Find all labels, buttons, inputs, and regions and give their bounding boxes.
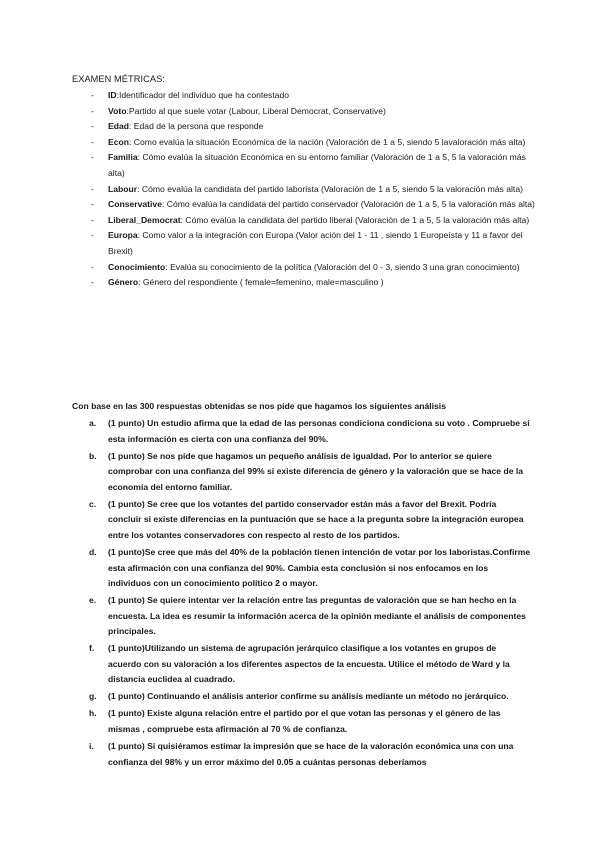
question-item <box>72 497 532 544</box>
variable-description: Cómo evalúa la situación Económica en su entorno familiar (Valoración de 1 a 5, 5 la valoración más alta) <box>108 152 526 178</box>
question-item <box>72 739 532 770</box>
question-text: (1 punto) Un estudio afirma que la edad de las personas condiciona condiciona su voto . Compruebe si esta información es cierta con una confianza del 90%. <box>108 418 530 444</box>
question-item <box>72 416 532 447</box>
variable-name: Edad <box>108 121 130 132</box>
variable-item <box>72 88 542 104</box>
variable-name: Labour <box>108 183 138 194</box>
variable-item <box>72 150 542 181</box>
bullet-dash: - <box>91 230 94 241</box>
question-text: (1 punto) Si quisiéramos estimar la impresión que se hace de la valoración económica una con una confianza del 98% y un error máximo del 0.05 a cuántas personas deberíamos <box>108 741 514 767</box>
question-item <box>72 449 532 496</box>
variable-separator: : <box>137 183 142 194</box>
variable-item <box>72 119 542 135</box>
bullet-dash: - <box>91 214 94 225</box>
variable-name: Género <box>108 277 139 288</box>
bullet-dash: - <box>91 261 94 272</box>
variable-item <box>72 135 542 151</box>
variable-separator: : <box>126 105 129 116</box>
variable-item <box>72 228 542 259</box>
question-text: (1 punto) Continuando el análisis anterior confirme su análisis mediante un método no jerárquico. <box>108 691 509 702</box>
variable-item <box>72 197 542 213</box>
variable-list <box>72 88 542 291</box>
question-text: (1 punto) Se cree que los votantes del partido conservador están más a favor del Brexit. Podría concluir si existe diferencias en la puntuación que se hace a la pregunta sobre la integración europea entre los votantes conservadores con respecto al resto de los partidos. <box>108 498 524 540</box>
bullet-dash: - <box>91 277 94 288</box>
question-item <box>72 641 532 688</box>
bullet-dash: - <box>91 90 94 100</box>
question-text: (1 punto)Utilizando un sistema de agrupación jerárquico clasifique a los votantes en grupos de acuerdo con su valoración a los diferentes aspectos de la encuesta. Utilice el método de Ward y la distancia euclidea al cuadrado. <box>108 643 510 685</box>
variable-description: Edad de la persona que responde <box>133 121 264 132</box>
variable-description: Identificador del individuo que ha contestado <box>118 90 290 100</box>
variable-description: Partido al que suele votar (Labour, Liberal Democrat, Conservative) <box>128 105 386 116</box>
variable-separator: : <box>161 199 167 210</box>
question-letter: d. <box>89 546 97 557</box>
bullet-dash: - <box>91 136 94 147</box>
question-text: (1 punto) Se quiere intentar ver la relación entre las preguntas de valoración que se han hecho en la encuesta. La idea es resumir la información acerca de la opinión mediante el análisis de componentes principales. <box>108 595 526 637</box>
question-text: (1 punto)Se cree que más del 40% de la población tienen intención de votar por los laboristas.Confirme esta afirmación con una confianza del 90%. Cambia esta conclusión si nos enfocamos en los individuos con un conocimiento político 2 o mayor. <box>108 546 531 589</box>
question-letter: e. <box>89 595 97 606</box>
question-list <box>72 416 532 772</box>
bullet-dash: - <box>91 121 94 132</box>
variable-item <box>72 104 542 120</box>
bullet-dash: - <box>91 152 94 163</box>
variable-item <box>72 182 542 198</box>
variable-item <box>72 260 542 276</box>
variable-description: Cómo evalúa la candidata del partido conservador (Valoración de 1 a 5, 5 la valoración más alta) <box>166 199 535 210</box>
variable-separator: : <box>137 152 143 163</box>
variable-description: Como evalúa la situación Económica de la nación (Valoración de 1 a 5, siendo 5 lavaloración más alta) <box>133 136 526 147</box>
question-letter: f. <box>89 643 95 654</box>
variable-name: Conocimiento <box>108 261 166 272</box>
variable-description: Género del respondiente ( female=femenino, male=masculino ) <box>142 277 384 288</box>
intro-text-after: respuestas obtenidas se nos pide que hagamos los siguientes análisis <box>154 401 446 411</box>
variable-name: Europa <box>108 230 138 241</box>
variable-separator: : <box>129 136 134 147</box>
variable-separator: : <box>129 121 134 132</box>
bullet-dash: - <box>91 199 94 210</box>
variable-description: Evalúa su conocimiento de la política (Valoración del 0 - 3, siendo 3 una gran conocimiento) <box>170 261 520 272</box>
variable-name: ID <box>108 90 117 100</box>
bullet-dash: - <box>91 183 94 194</box>
variable-name: Voto <box>108 105 127 116</box>
variable-name: Familia <box>108 152 138 163</box>
intro-text-before: Con base en las <box>72 401 140 411</box>
question-letter: c. <box>89 498 97 509</box>
question-letter: h. <box>89 708 97 719</box>
variable-description: Como valor a la integración con Europa (Valor ación del 1 - 11 , siendo 1 Europeísta y 11 a favor del Brexit) <box>108 230 523 256</box>
question-text: (1 punto) Se nos pide que hagamos un pequeño análisis de igualdad. Por lo anterior se quiere comprobar con una confianza del 99% si existe diferencia de género y la valoración que se hace de la economía del entorno familiar. <box>108 450 524 492</box>
bullet-dash: - <box>91 105 94 116</box>
variable-separator: : <box>165 261 171 272</box>
variable-description: Cómo evalúa la candidata del partido liberal (Valoración de 1 a 5, 5 la valoración más alta) <box>185 214 530 225</box>
exam-title: EXAMEN MÉTRICAS: <box>72 74 165 84</box>
variable-item <box>72 213 542 229</box>
questions-intro <box>72 399 446 415</box>
variable-description: Cómo evalúa la candidata del partido laborista (Valoración de 1 a 5, siendo 5 la valoración más alta) <box>141 183 523 194</box>
question-letter: a. <box>89 418 97 428</box>
variable-separator: : <box>116 90 119 100</box>
variable-separator: : <box>180 214 186 225</box>
question-text: (1 punto) Existe alguna relación entre el partido por el que votan las personas y el género de las mismas , compruebe esta afirmación al 70 % de confianza. <box>108 708 501 735</box>
question-item <box>72 689 532 705</box>
question-letter: i. <box>89 741 94 751</box>
variable-item <box>72 275 542 291</box>
variable-name: Conservative <box>108 199 162 210</box>
question-item <box>72 545 532 592</box>
variable-name: Liberal_Democrat <box>108 214 181 225</box>
variable-name: Econ <box>108 136 130 147</box>
question-item <box>72 706 532 737</box>
question-item <box>72 593 532 640</box>
variable-separator: : <box>137 230 143 241</box>
question-letter: g. <box>89 691 97 702</box>
intro-response-count: 300 <box>139 401 155 411</box>
question-letter: b. <box>89 450 97 461</box>
variable-separator: : <box>138 277 143 288</box>
